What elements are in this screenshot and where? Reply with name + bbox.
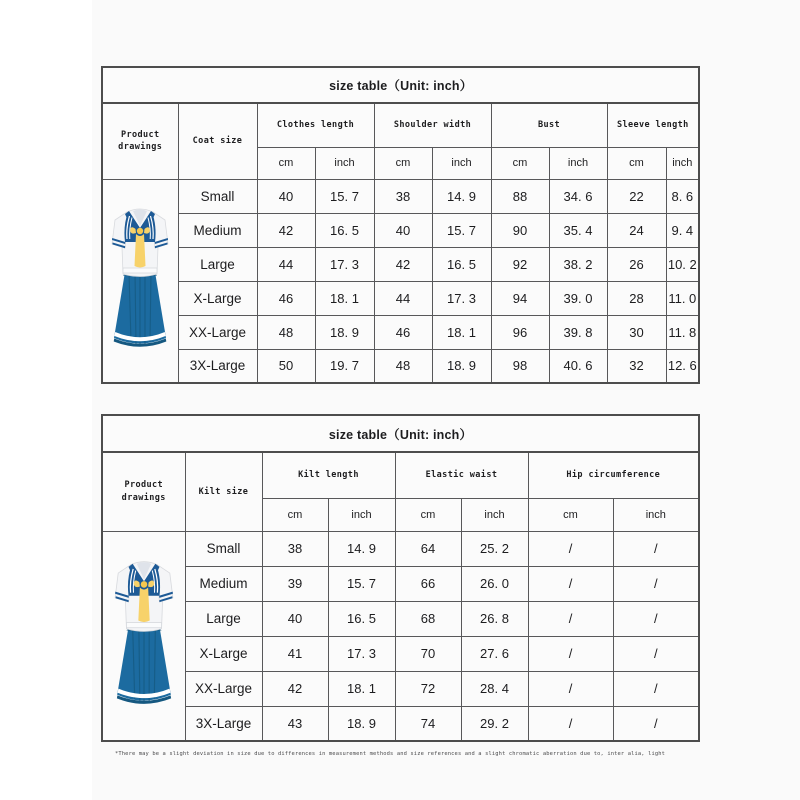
coat-product-drawing <box>102 179 178 383</box>
coat-unit-cm-sleeve-length: cm <box>607 147 666 179</box>
kilt-row-size: 3X-Large <box>185 706 262 741</box>
kilt-cell: 17. 3 <box>328 636 395 671</box>
coat-size-table-panel <box>101 66 698 382</box>
table-row <box>102 566 699 601</box>
kilt-unit-inch-elastic-waist: inch <box>461 498 528 531</box>
coat-unit-cm-bust: cm <box>491 147 549 179</box>
table-row <box>102 179 699 213</box>
table-row <box>102 531 699 566</box>
coat-cell: 38. 2 <box>549 247 607 281</box>
kilt-cell: / <box>613 636 699 671</box>
coat-unit-inch-bust: inch <box>549 147 607 179</box>
kilt-cell: 28. 4 <box>461 671 528 706</box>
coat-cell: 17. 3 <box>432 281 491 315</box>
coat-cell: 30 <box>607 315 666 349</box>
kilt-cell: 18. 1 <box>328 671 395 706</box>
kilt-header-product-drawings-line2: drawings <box>121 492 166 503</box>
coat-row-size: Medium <box>178 213 257 247</box>
coat-cell: 40 <box>374 213 432 247</box>
coat-header-measure-clothes-length: Clothes length <box>257 103 374 147</box>
coat-cell: 18. 1 <box>432 315 491 349</box>
kilt-cell: / <box>528 601 613 636</box>
coat-cell: 35. 4 <box>549 213 607 247</box>
coat-row-size: Large <box>178 247 257 281</box>
size-deviation-footnote: *There may be a slight deviation in size due to differences in measurement methods and size references and a slight chromatic aberration due to, inter alia, light <box>115 751 666 757</box>
coat-header-product-drawings <box>102 103 178 179</box>
kilt-header-measure-elastic-waist: Elastic waist <box>395 452 528 498</box>
table-row <box>102 315 699 349</box>
kilt-cell: / <box>528 531 613 566</box>
kilt-cell: / <box>613 531 699 566</box>
kilt-row-size: Medium <box>185 566 262 601</box>
kilt-cell: 25. 2 <box>461 531 528 566</box>
kilt-cell: / <box>613 566 699 601</box>
coat-cell: 34. 6 <box>549 179 607 213</box>
coat-header-size-label: Coat size <box>178 103 257 179</box>
coat-cell: 40 <box>257 179 315 213</box>
kilt-cell: 70 <box>395 636 461 671</box>
kilt-cell: 29. 2 <box>461 706 528 741</box>
kilt-cell: 38 <box>262 531 328 566</box>
kilt-row-size: X-Large <box>185 636 262 671</box>
coat-cell: 50 <box>257 349 315 383</box>
coat-row-size: XX-Large <box>178 315 257 349</box>
kilt-cell: 16. 5 <box>328 601 395 636</box>
coat-cell: 44 <box>374 281 432 315</box>
kilt-table-title: size table（Unit: inch） <box>102 415 699 452</box>
kilt-header-product-drawings-line1: Product <box>124 480 164 491</box>
coat-cell: 90 <box>491 213 549 247</box>
kilt-cell: 68 <box>395 601 461 636</box>
coat-cell: 12. 6 <box>666 349 699 383</box>
sailor-school-uniform-icon <box>103 180 178 383</box>
coat-cell: 24 <box>607 213 666 247</box>
coat-cell: 9. 4 <box>666 213 699 247</box>
kilt-cell: 26. 8 <box>461 601 528 636</box>
coat-cell: 18. 9 <box>432 349 491 383</box>
kilt-cell: 26. 0 <box>461 566 528 601</box>
coat-header-product-drawings-line1: Product <box>120 129 160 140</box>
coat-header-measure-bust: Bust <box>491 103 607 147</box>
coat-cell: 88 <box>491 179 549 213</box>
kilt-cell: / <box>528 706 613 741</box>
coat-header-measure-shoulder-width: Shoulder width <box>374 103 491 147</box>
kilt-size-table-panel <box>101 414 698 740</box>
kilt-row-size: Large <box>185 601 262 636</box>
table-row <box>102 706 699 741</box>
coat-cell: 42 <box>257 213 315 247</box>
coat-cell: 48 <box>257 315 315 349</box>
kilt-unit-cm-kilt-length: cm <box>262 498 328 531</box>
kilt-cell: / <box>528 636 613 671</box>
coat-cell: 16. 5 <box>432 247 491 281</box>
coat-header-product-drawings-line2: drawings <box>118 142 163 153</box>
coat-cell: 14. 9 <box>432 179 491 213</box>
coat-cell: 46 <box>374 315 432 349</box>
coat-unit-inch-sleeve-length: inch <box>666 147 699 179</box>
coat-cell: 39. 8 <box>549 315 607 349</box>
kilt-header-product-drawings <box>102 452 185 531</box>
coat-cell: 98 <box>491 349 549 383</box>
kilt-cell: / <box>613 706 699 741</box>
kilt-product-drawing <box>102 531 185 741</box>
kilt-cell: 66 <box>395 566 461 601</box>
kilt-cell: 64 <box>395 531 461 566</box>
coat-cell: 10. 2 <box>666 247 699 281</box>
kilt-cell: 27. 6 <box>461 636 528 671</box>
sailor-school-uniform-icon <box>103 532 185 741</box>
kilt-unit-cm-elastic-waist: cm <box>395 498 461 531</box>
coat-size-table <box>101 66 700 384</box>
coat-cell: 44 <box>257 247 315 281</box>
kilt-cell: / <box>613 601 699 636</box>
kilt-header-measure-hip-circumference: Hip circumference <box>528 452 699 498</box>
kilt-cell: / <box>613 671 699 706</box>
coat-unit-cm-clothes-length: cm <box>257 147 315 179</box>
kilt-unit-inch-kilt-length: inch <box>328 498 395 531</box>
coat-cell: 46 <box>257 281 315 315</box>
coat-cell: 40. 6 <box>549 349 607 383</box>
coat-cell: 39. 0 <box>549 281 607 315</box>
table-row <box>102 671 699 706</box>
kilt-cell: 72 <box>395 671 461 706</box>
kilt-row-size: XX-Large <box>185 671 262 706</box>
table-row <box>102 636 699 671</box>
coat-cell: 26 <box>607 247 666 281</box>
kilt-unit-cm-hip-circumference: cm <box>528 498 613 531</box>
coat-cell: 17. 3 <box>315 247 374 281</box>
kilt-cell: 74 <box>395 706 461 741</box>
kilt-header-size-label: Kilt size <box>185 452 262 531</box>
coat-cell: 38 <box>374 179 432 213</box>
coat-table-title: size table（Unit: inch） <box>102 67 699 103</box>
coat-row-size: 3X-Large <box>178 349 257 383</box>
coat-cell: 8. 6 <box>666 179 699 213</box>
coat-cell: 18. 9 <box>315 315 374 349</box>
kilt-cell: 41 <box>262 636 328 671</box>
kilt-cell: 40 <box>262 601 328 636</box>
coat-unit-inch-clothes-length: inch <box>315 147 374 179</box>
table-row <box>102 349 699 383</box>
coat-cell: 18. 1 <box>315 281 374 315</box>
coat-cell: 94 <box>491 281 549 315</box>
coat-cell: 16. 5 <box>315 213 374 247</box>
kilt-size-table <box>101 414 700 742</box>
kilt-cell: 43 <box>262 706 328 741</box>
coat-cell: 42 <box>374 247 432 281</box>
coat-cell: 11. 0 <box>666 281 699 315</box>
coat-row-size: X-Large <box>178 281 257 315</box>
kilt-row-size: Small <box>185 531 262 566</box>
kilt-header-measure-kilt-length: Kilt length <box>262 452 395 498</box>
table-row <box>102 247 699 281</box>
coat-cell: 19. 7 <box>315 349 374 383</box>
kilt-cell: 18. 9 <box>328 706 395 741</box>
coat-cell: 96 <box>491 315 549 349</box>
coat-cell: 15. 7 <box>432 213 491 247</box>
table-row <box>102 213 699 247</box>
coat-cell: 11. 8 <box>666 315 699 349</box>
table-row <box>102 281 699 315</box>
coat-cell: 22 <box>607 179 666 213</box>
kilt-cell: 15. 7 <box>328 566 395 601</box>
kilt-cell: / <box>528 671 613 706</box>
kilt-unit-inch-hip-circumference: inch <box>613 498 699 531</box>
coat-cell: 32 <box>607 349 666 383</box>
coat-cell: 48 <box>374 349 432 383</box>
kilt-cell: 14. 9 <box>328 531 395 566</box>
kilt-cell: 39 <box>262 566 328 601</box>
coat-unit-cm-shoulder-width: cm <box>374 147 432 179</box>
coat-row-size: Small <box>178 179 257 213</box>
coat-cell: 15. 7 <box>315 179 374 213</box>
coat-unit-inch-shoulder-width: inch <box>432 147 491 179</box>
coat-header-measure-sleeve-length: Sleeve length <box>607 103 699 147</box>
kilt-cell: 42 <box>262 671 328 706</box>
kilt-cell: / <box>528 566 613 601</box>
coat-cell: 92 <box>491 247 549 281</box>
table-row <box>102 601 699 636</box>
coat-cell: 28 <box>607 281 666 315</box>
